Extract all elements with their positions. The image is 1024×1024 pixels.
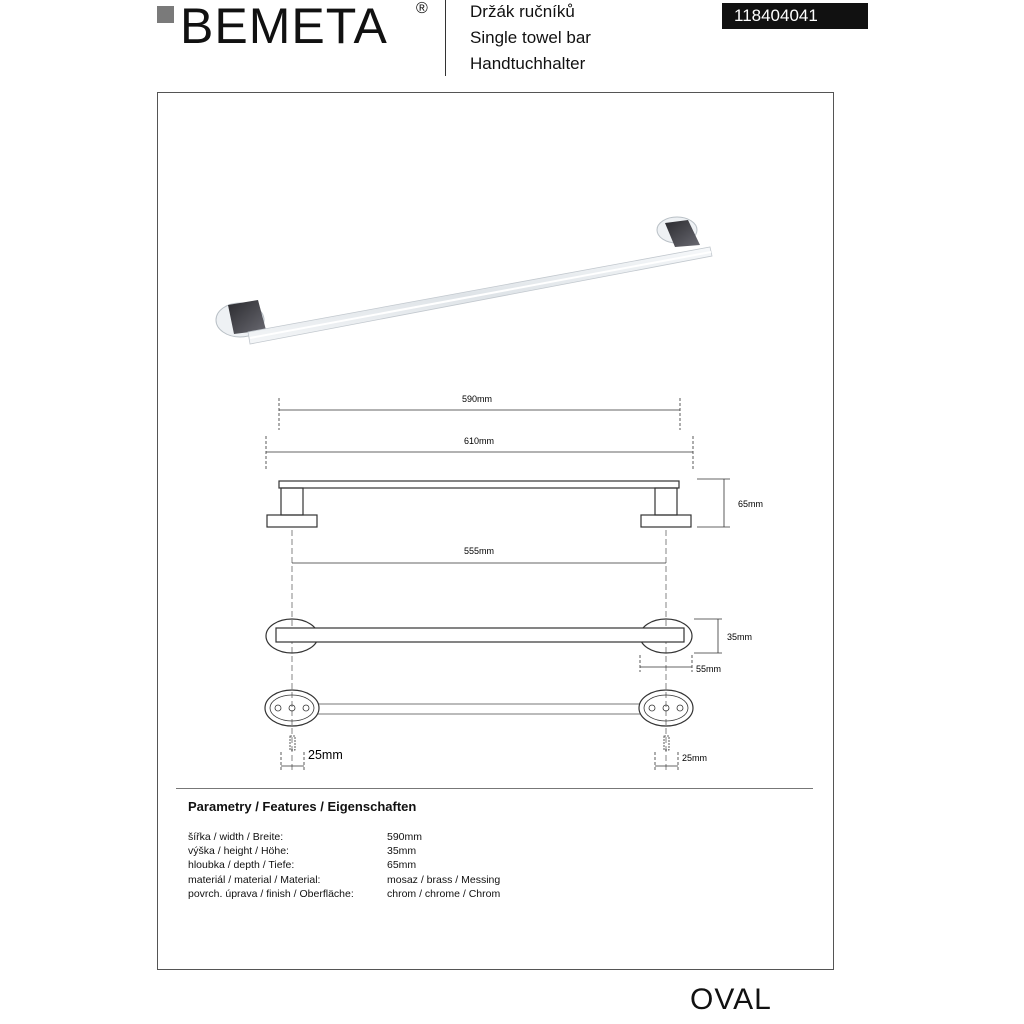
product-code: 118404041 [722,3,868,29]
param-label-material: materiál / material / Material: [188,874,321,886]
parameters-divider [176,788,813,789]
title-czech: Držák ručníků [470,2,575,21]
dim-label-35: 35mm [727,632,753,642]
param-label-height: výška / height / Höhe: [188,845,289,857]
brand-logo: BEMETA [180,0,388,54]
dim-label-555: 555mm [463,546,495,556]
dim-label-55: 55mm [696,664,722,674]
dim-label-25-right: 25mm [682,753,708,763]
param-label-finish: povrch. úprava / finish / Oberfläche: [188,888,354,900]
param-value-depth: 65mm [387,859,417,871]
param-label-width: šířka / width / Breite: [188,831,284,843]
title-english: Single towel bar [470,28,591,47]
param-label-depth: hloubka / depth / Tiefe: [188,859,295,871]
product-image [216,217,712,344]
dim-label-590: 590mm [461,394,493,404]
registered-mark: ® [416,0,428,17]
dim-label-25-left: 25mm [308,748,343,762]
param-value-finish: chrom / chrome / Chrom [387,888,501,900]
title-german: Handtuchhalter [470,54,586,73]
parameters-heading: Parametry / Features / Eigenschaften [188,799,417,814]
series-name: OVAL [690,983,772,1016]
param-value-width: 590mm [387,831,423,843]
param-value-height: 35mm [387,845,417,857]
dim-label-610: 610mm [463,436,495,446]
param-value-material: mosaz / brass / Messing [387,874,501,886]
dim-label-65: 65mm [738,499,764,509]
